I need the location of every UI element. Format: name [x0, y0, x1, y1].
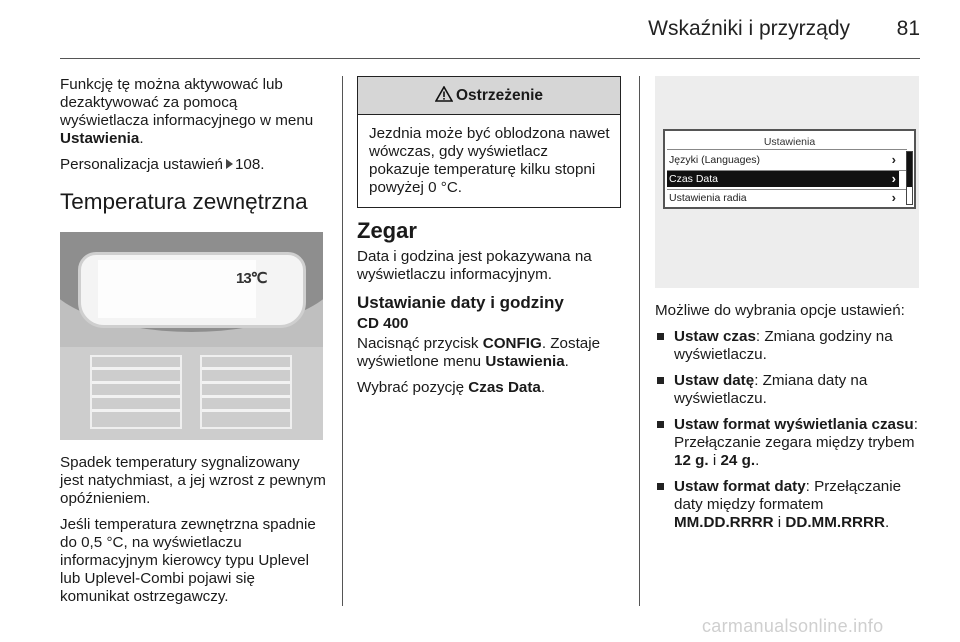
warning-text: Jezdnia może być oblodzona nawet wówczas, gdy wyświetlacz pokazuje temperaturę kilku stopni powyżej 0 °C.: [369, 125, 610, 196]
list-item: Ustaw czas: Zmiana godziny na wyświetlaczu.: [655, 328, 923, 364]
model-label: CD 400: [357, 315, 409, 332]
cross-reference[interactable]: Personalizacja ustawień 108.: [60, 156, 265, 173]
bullet-icon: [657, 333, 664, 340]
header-divider: [60, 58, 920, 59]
warning-triangle-icon: [435, 86, 453, 102]
subsection-heading: Ustawianie daty i godziny: [357, 293, 564, 312]
column-left: [60, 76, 326, 614]
options-intro: Możliwe do wybrania opcje ustawień:: [655, 302, 905, 319]
body-paragraph: Data i godzina jest pokazywana na wyświetlaczu informacyjnym.: [357, 248, 592, 283]
body-paragraph: Jeśli temperatura zewnętrzna spadnie do 0,5 °C, na wyświetlaczu informacyjnym kierowcy typu Uplevel lub Uplevel-Combi pojawi się komunikat ostrzegawczy.: [60, 516, 316, 605]
list-item: Ustaw format daty: Przełączanie daty między formatem MM.DD.RRRR i DD.MM.RRRR.: [655, 478, 923, 532]
warning-header: [358, 77, 620, 115]
section-heading-temperature: Temperatura zewnętrzna: [60, 189, 308, 214]
reference-arrow-icon: [226, 159, 233, 169]
display-screen: [98, 260, 256, 318]
bullet-icon: [657, 421, 664, 428]
step-paragraph: Wybrać pozycję Czas Data.: [357, 379, 546, 396]
dashboard-display-photo: [60, 232, 323, 440]
column-divider: [342, 76, 343, 606]
outside-temperature-readout: 13℃: [236, 270, 267, 287]
chevron-right-icon: ›: [891, 190, 896, 205]
watermark: carmanualsonline.info: [702, 616, 884, 636]
button-name: CONFIG: [482, 335, 542, 352]
menu-name: Ustawienia: [60, 130, 140, 147]
settings-screen-image: [655, 76, 919, 288]
warning-box: [357, 76, 621, 208]
settings-scrollbar[interactable]: [906, 151, 913, 205]
air-vent-panel: [60, 347, 323, 440]
menu-name: Ustawienia: [485, 353, 565, 370]
page-number: 81: [896, 17, 920, 40]
page-header-title: Wskaźniki i przyrządy: [648, 17, 850, 40]
scrollbar-thumb[interactable]: [907, 152, 912, 187]
settings-menu-item-selected[interactable]: Czas Data ›: [667, 171, 899, 187]
column-middle: [357, 76, 625, 405]
chevron-right-icon: ›: [891, 171, 896, 186]
menu-item-name: Czas Data: [468, 379, 541, 396]
settings-menu-item[interactable]: Ustawienia radia ›: [669, 190, 896, 205]
bullet-icon: [657, 483, 664, 490]
chevron-right-icon: ›: [891, 152, 896, 167]
column-divider: [639, 76, 640, 606]
section-heading-clock: Zegar: [357, 218, 417, 243]
settings-display: [663, 129, 916, 209]
list-item: Ustaw datę: Zmiana daty na wyświetlaczu.: [655, 372, 923, 408]
list-item: Ustaw format wyświetlania czasu: Przełączanie zegara między trybem 12 g. i 24 g..: [655, 416, 923, 470]
settings-menu-item[interactable]: Języki (Languages) ›: [669, 152, 896, 167]
warning-title: Ostrzeżenie: [455, 87, 543, 104]
body-paragraph: Spadek temperatury sygnalizowany jest natychmiast, a jej wzrost z pewnym opóźnieniem.: [60, 454, 326, 507]
settings-title: Ustawienia: [763, 136, 816, 148]
intro-paragraph: Funkcję tę można aktywować lub dezaktywować za pomocą wyświetlacza informacyjnego w menu Ustawienia.: [60, 76, 314, 147]
column-right: [655, 76, 923, 540]
options-list: [655, 328, 923, 532]
step-paragraph: Nacisnąć przycisk CONFIG. Zostaje wyświetlone menu Ustawienia.: [357, 335, 601, 370]
bullet-icon: [657, 377, 664, 384]
